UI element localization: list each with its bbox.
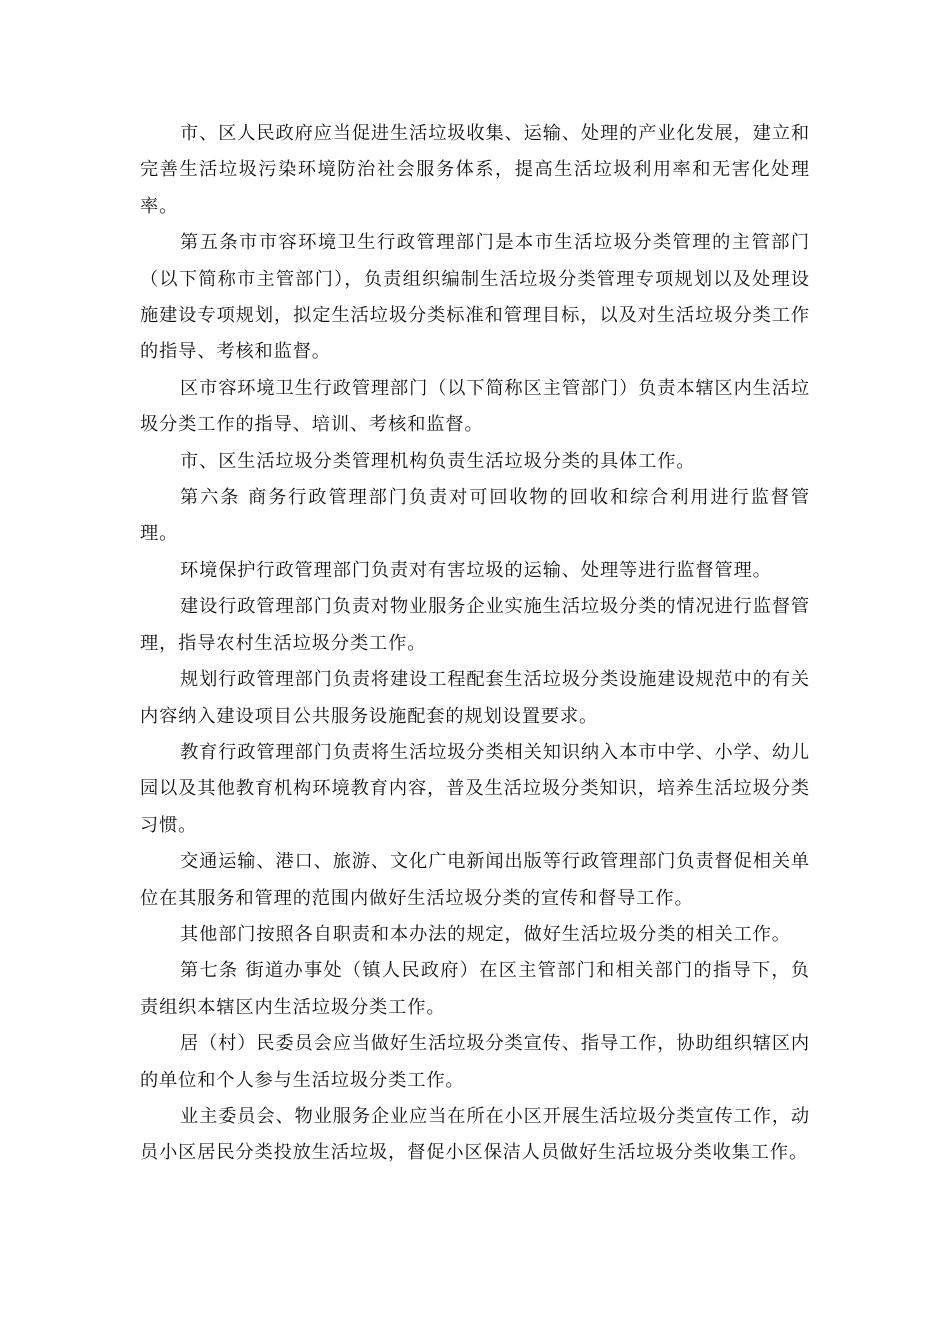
- paragraph-article-7-street: 第七条 街道办事处（镇人民政府）在区主管部门和相关部门的指导下，负责组织本辖区内生活垃圾分类工作。: [140, 960, 810, 1018]
- paragraph-article-5-agencies: 市、区生活垃圾分类管理机构负责生活垃圾分类的具体工作。: [180, 450, 696, 472]
- paragraph-article-6-transport: 交通运输、港口、旅游、文化广电新闻出版等行政管理部门负责督促相关单位在其服务和管理的范围内做好生活垃圾分类的宣传和督导工作。: [140, 851, 810, 909]
- paragraph-article-6-other: 其他部门按照各自职责和本办法的规定，做好生活垃圾分类的相关工作。: [180, 923, 791, 945]
- paragraph-article-5-city: 第五条市市容环境卫生行政管理部门是本市生活垃圾分类管理的主管部门（以下简称市主管部门），负责组织编制生活垃圾分类管理专项规划以及处理设施建设专项规划，拟定生活垃圾分类标准和管理目标，以及对生活垃圾分类工作的指导、考核和监督。: [140, 232, 810, 363]
- paragraph-article-6-construction: 建设行政管理部门负责对物业服务企业实施生活垃圾分类的情况进行监督管理，指导农村生活垃圾分类工作。: [140, 596, 810, 654]
- paragraph-article-6-environment: 环境保护行政管理部门负责对有害垃圾的运输、处理等进行监督管理。: [180, 559, 772, 581]
- document-body: [140, 116, 810, 1172]
- paragraph-article-5-district: 区市容环境卫生行政管理部门（以下简称区主管部门）负责本辖区内生活垃圾分类工作的指导、培训、考核和监督。: [140, 377, 810, 436]
- paragraph-article-6-education: 教育行政管理部门负责将生活垃圾分类相关知识纳入本市中学、小学、幼儿园以及其他教育机构环境教育内容，普及生活垃圾分类知识，培养生活垃圾分类习惯。: [140, 741, 810, 836]
- paragraph-article-6-commerce: 第六条 商务行政管理部门负责对可回收物的回收和综合利用进行监督管理。: [140, 487, 810, 545]
- paragraph-article-7-property: 业主委员会、物业服务企业应当在所在小区开展生活垃圾分类宣传工作，动员小区居民分类投放生活垃圾，督促小区保洁人员做好生活垃圾分类收集工作。: [140, 1105, 810, 1164]
- paragraph-article-7-committee: 居（村）民委员会应当做好生活垃圾分类宣传、指导工作，协助组织辖区内的单位和个人参与生活垃圾分类工作。: [140, 1033, 810, 1091]
- paragraph-industrialization: 市、区人民政府应当促进生活垃圾收集、运输、处理的产业化发展，建立和完善生活垃圾污染环境防治社会服务体系，提高生活垃圾利用率和无害化处理率。: [140, 123, 810, 217]
- paragraph-article-6-planning: 规划行政管理部门负责将建设工程配套生活垃圾分类设施建设规范中的有关内容纳入建设项目公共服务设施配套的规划设置要求。: [140, 669, 810, 727]
